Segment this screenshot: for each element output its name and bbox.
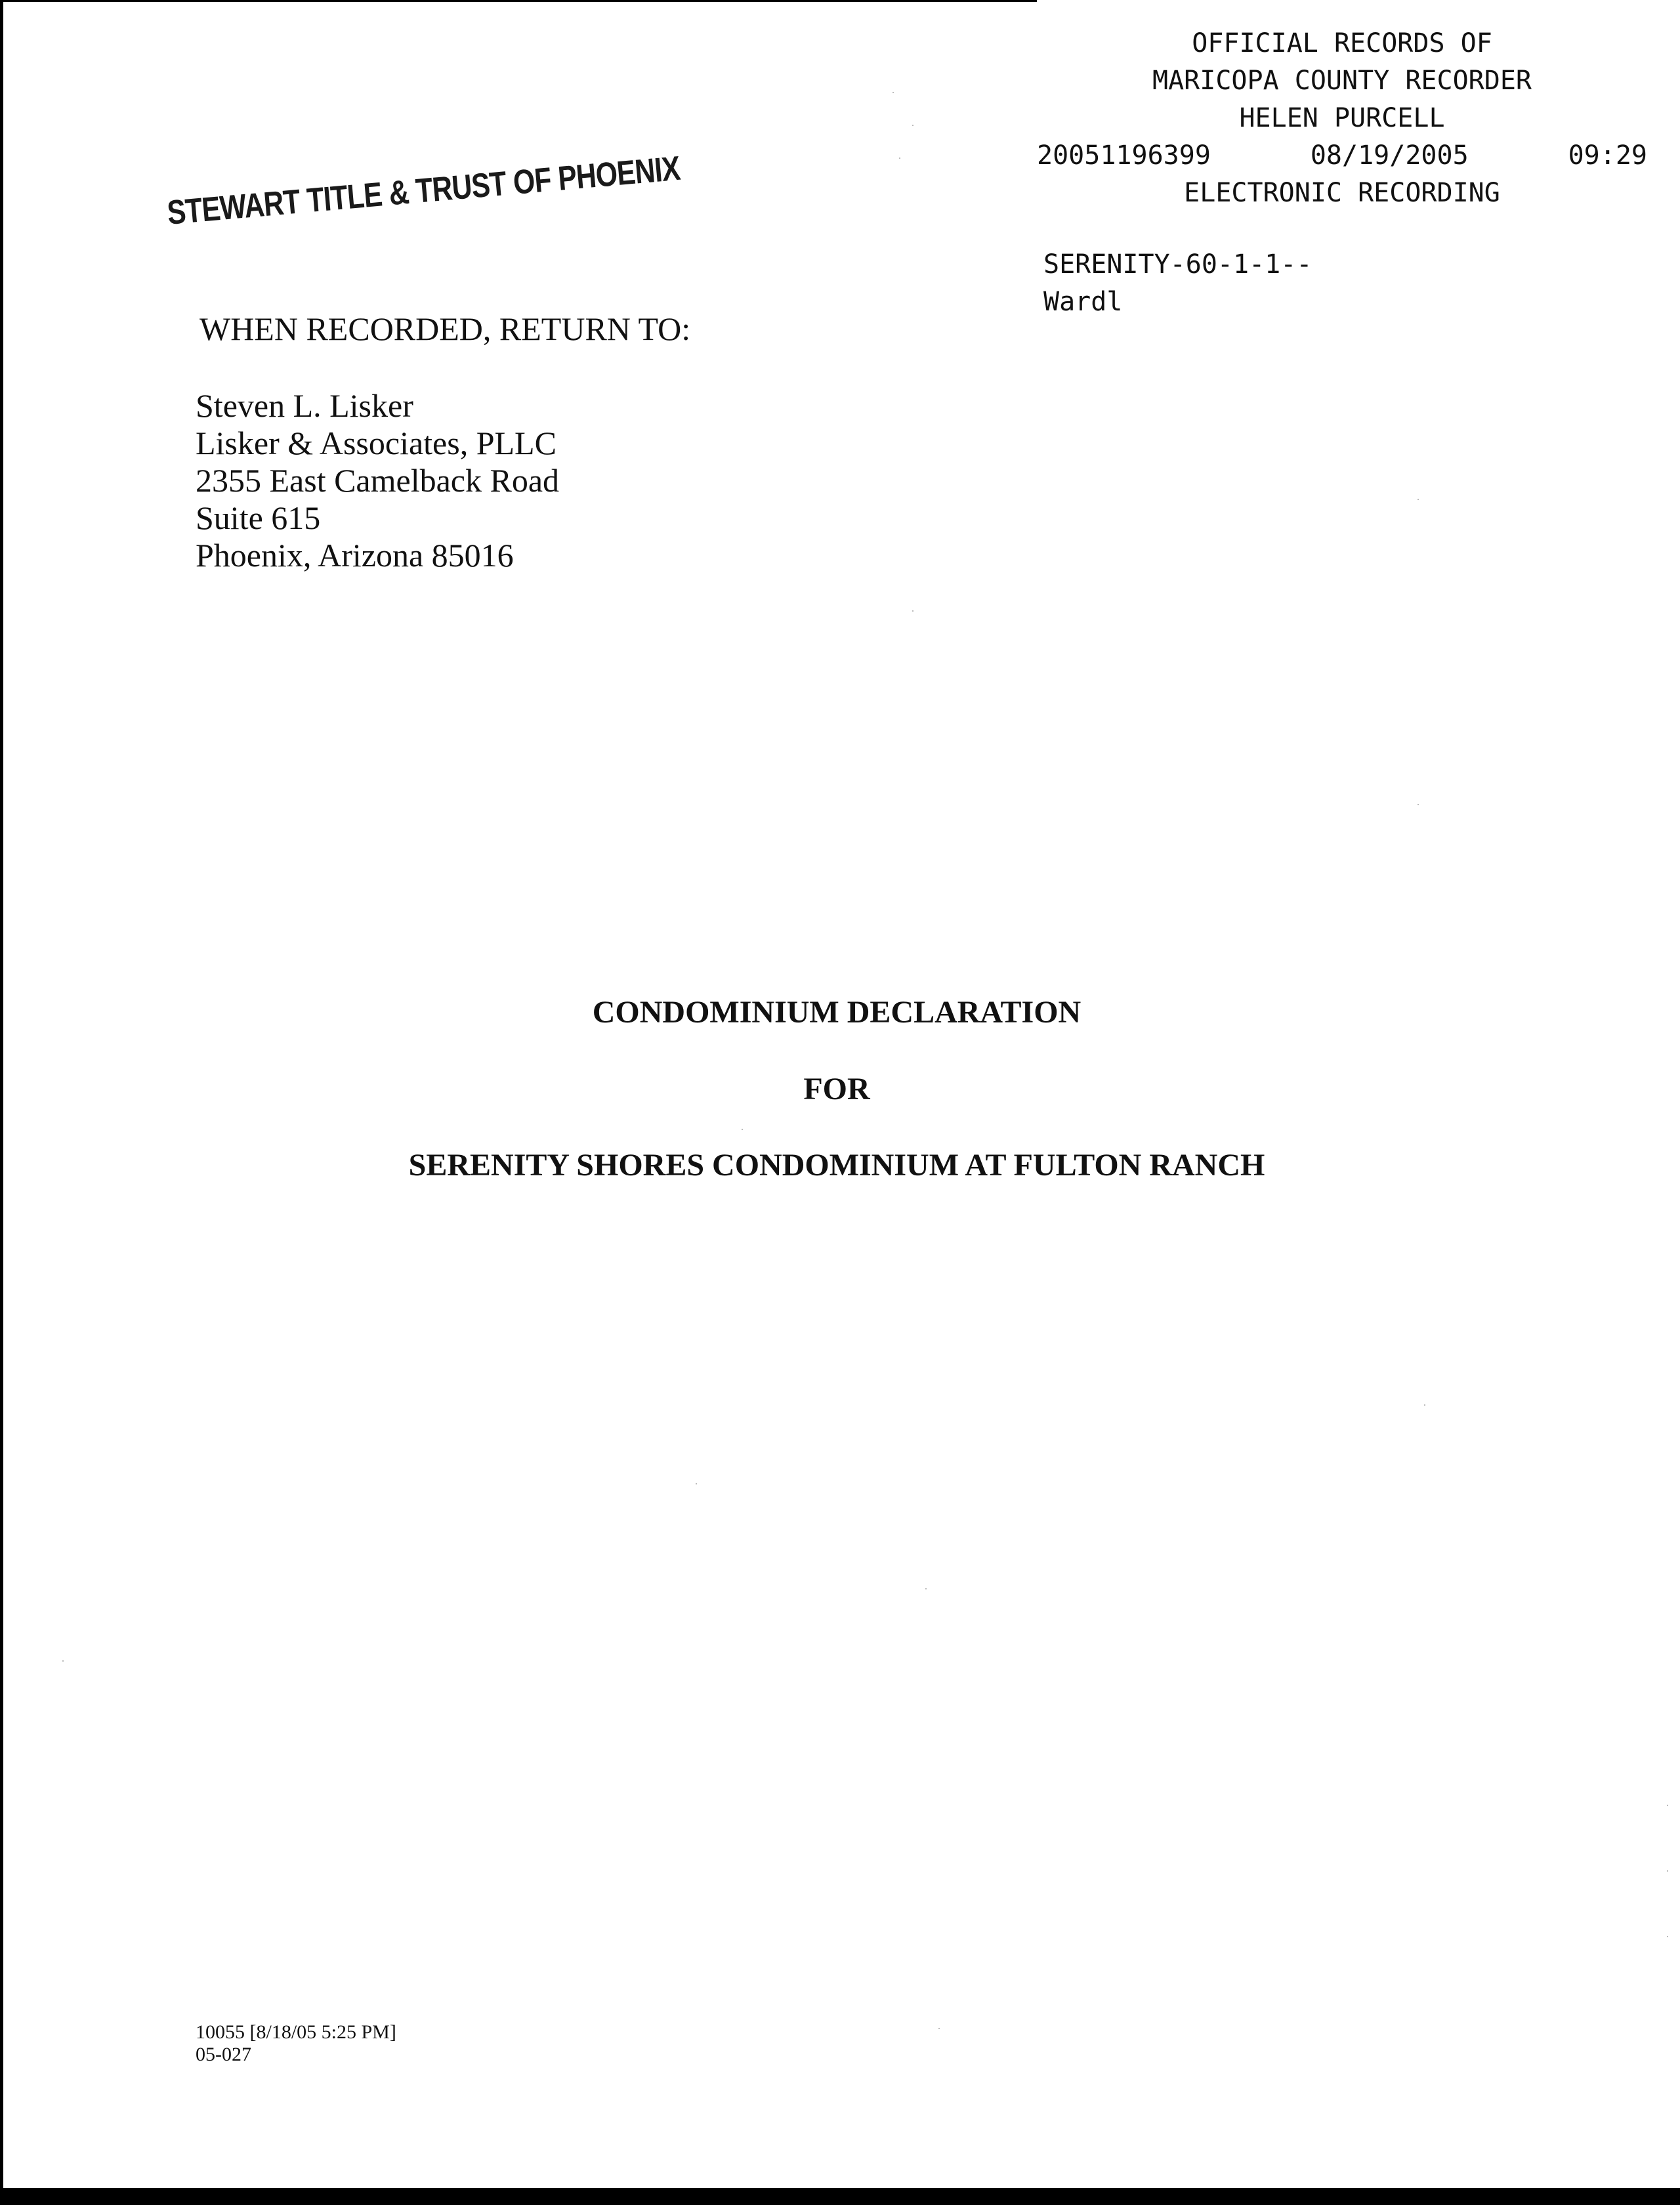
recorder-header: [1037, 25, 1647, 212]
title-company-stamp: STEWART TITLE & TRUST OF PHOENIX: [165, 149, 682, 232]
scan-bottom-edge: [0, 2188, 1680, 2205]
document-title-line-1: CONDOMINIUM DECLARATION: [592, 995, 1082, 1030]
document-reference: [1043, 246, 1312, 321]
scan-speck: [1418, 804, 1419, 805]
record-time: 09:29: [1568, 140, 1647, 171]
return-address-suite: Suite 615: [196, 499, 321, 536]
return-to-heading: WHEN RECORDED, RETURN TO:: [200, 310, 691, 347]
scan-speck: [1424, 1404, 1425, 1406]
scan-speck: [912, 610, 914, 612]
scan-speck: [938, 2028, 940, 2029]
recorder-record-info: [1037, 137, 1647, 175]
scan-speck: [1667, 1805, 1668, 1806]
scan-speck: [912, 125, 914, 126]
return-address-street: 2355 East Camelback Road: [196, 462, 560, 499]
document-title-line-2: FOR: [803, 1072, 870, 1106]
scan-speck: [899, 158, 900, 159]
document-title-line-3: SERENITY SHORES CONDOMINIUM AT FULTON RANCH: [408, 1148, 1265, 1183]
footer-code-line-2: 05-027: [196, 2044, 251, 2065]
recorder-line-name: HELEN PURCELL: [1239, 103, 1445, 133]
scan-speck: [1667, 1936, 1668, 1937]
scan-speck: [696, 1483, 697, 1484]
return-address-name: Steven L. Lisker: [196, 387, 413, 424]
scan-speck: [925, 1588, 927, 1589]
return-address-city: Phoenix, Arizona 85016: [196, 537, 514, 574]
scan-top-edge: [0, 0, 1037, 2]
return-address-firm: Lisker & Associates, PLLC: [196, 425, 556, 461]
scan-speck: [1667, 1870, 1668, 1872]
record-date: 08/19/2005: [1310, 140, 1469, 171]
document-reference-code: SERENITY-60-1-1--: [1043, 249, 1312, 280]
recorder-line-electronic: ELECTRONIC RECORDING: [1184, 178, 1500, 208]
record-number: 20051196399: [1037, 140, 1211, 171]
return-address: [196, 387, 559, 574]
footer-document-code: [196, 2021, 396, 2066]
scan-speck: [1418, 499, 1419, 500]
recorder-line-official: OFFICIAL RECORDS OF: [1192, 28, 1492, 58]
scan-speck: [742, 1129, 743, 1130]
document-reference-name: Wardl: [1043, 287, 1123, 317]
recorder-line-county: MARICOPA COUNTY RECORDER: [1152, 66, 1532, 96]
footer-code-line-1: 10055 [8/18/05 5:25 PM]: [196, 2021, 396, 2043]
scan-speck: [892, 92, 894, 93]
scan-speck: [62, 1660, 64, 1662]
